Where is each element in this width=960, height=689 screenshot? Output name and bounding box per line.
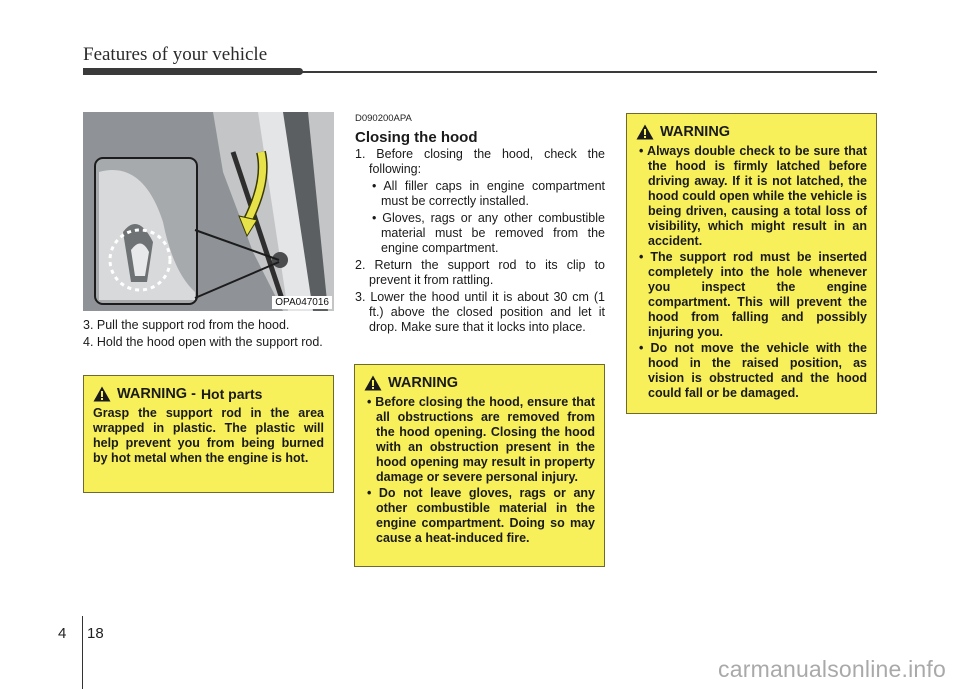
closing-step-1: 1. Before closing the hood, check the following: [355, 147, 605, 176]
warning-latch-box [626, 113, 877, 414]
footer-divider [82, 616, 83, 689]
warning-triangle-icon [364, 375, 382, 391]
left-steps [83, 318, 335, 352]
figure-code: OPA047016 [272, 296, 332, 309]
warning-closing-item-2: • Do not leave gloves, rags or any other combustible material in the engine compartment. Doing so may cause a heat-induced fire. [367, 486, 595, 545]
hood-illustration-drawing [83, 112, 334, 311]
section-title: Closing the hood [355, 129, 478, 146]
step-4: 4. Hold the hood open with the support rod. [83, 335, 323, 349]
warning-closing-heading [364, 375, 595, 391]
warning-hot-parts-box [83, 375, 334, 493]
warning-latch-heading [636, 124, 867, 140]
section-code: D090200APA [355, 113, 412, 124]
header-rule [300, 71, 877, 73]
header-bar [83, 68, 303, 75]
warning-hot-parts-title: WARNING - [117, 385, 196, 402]
warning-hot-parts-heading [93, 386, 324, 402]
footer-page-number: 18 [87, 625, 104, 642]
closing-bullet-1: • All filler caps in engine compartment must be correctly installed. [372, 179, 605, 208]
warning-latch-item-3: • Do not move the vehicle with the hood in the raised position, as vision is obstructed and the hood could fall or be damaged. [639, 341, 867, 400]
warning-closing-box [354, 364, 605, 567]
footer-chapter-number: 4 [58, 625, 67, 642]
step-3: 3. Pull the support rod from the hood. [83, 318, 290, 332]
warning-closing-title: WARNING [388, 374, 459, 391]
closing-step-2: 2. Return the support rod to its clip to prevent it from rattling. [355, 258, 605, 287]
hood-support-rod-illustration [83, 112, 334, 311]
warning-latch-item-1: • Always double check to be sure that the hood is firmly latched before driving away. If it is not latched, the hood could open while the vehicle is being driven, causing a total loss of visibility, which might result in an accident. [639, 144, 867, 248]
warning-triangle-icon [93, 386, 111, 402]
warning-triangle-icon [636, 124, 654, 140]
closing-step-3: 3. Lower the hood until it is about 30 cm (1 ft.) above the closed position and let it drop. Make sure that it locks into place. [355, 290, 605, 334]
page-header-title: Features of your vehicle [83, 44, 268, 65]
closing-bullet-2: • Gloves, rags or any other combustible material must be removed from the engine compartment. [372, 211, 605, 255]
watermark: carmanualsonline.info [718, 656, 946, 682]
warning-latch-item-2: • The support rod must be inserted completely into the hole whenever you inspect the engine compartment. This will prevent the hood from falling and possibly injuring you. [639, 250, 867, 339]
warning-closing-item-1: • Before closing the hood, ensure that all obstructions are removed from the hood opening. Closing the hood with an obstruction present in the hood opening may result in property damage or severe personal injury. [367, 395, 595, 484]
warning-latch-title: WARNING [660, 123, 731, 140]
closing-the-hood-section [355, 111, 605, 337]
warning-hot-parts-text: Grasp the support rod in the area wrapped in plastic. The plastic will help prevent you from being burned by hot metal when the engine is hot. [93, 406, 324, 465]
warning-hot-parts-subtitle: Hot parts [200, 385, 263, 402]
